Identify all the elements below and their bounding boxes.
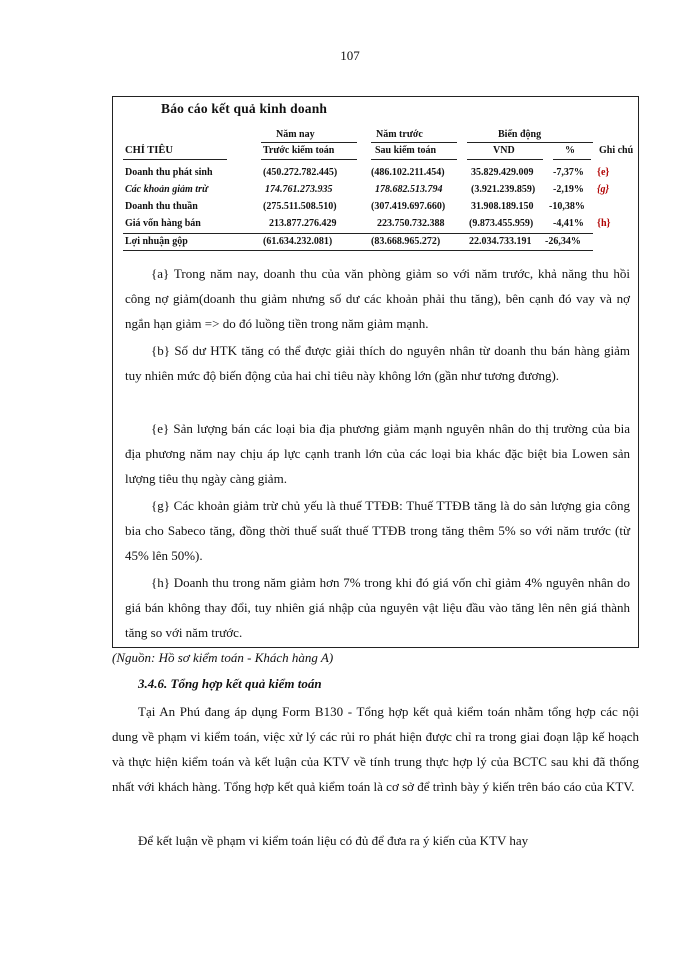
section-heading: 3.4.6. Tổng hợp kết quả kiểm toán	[138, 676, 322, 691]
total-rule	[123, 233, 593, 234]
header-rule	[553, 159, 591, 160]
note-b: {b} Số dư HTK tăng có thể được giải thích do nguyên nhân từ doanh thu bán hàng giảm tuy nhiên mức độ biến động của hai chỉ tiêu này không lớn (gần như tương đương).	[125, 343, 630, 383]
header-note: Ghi chú	[599, 145, 634, 156]
row-vnd: 22.034.733.191	[469, 236, 532, 247]
note-g: {g} Các khoản giảm trừ chủ yếu là thuế TTĐB: Thuế TTĐB tăng là do sản lượng gia công bia cho Sabeco tăng, đồng thời thuế suất thuế TTĐB trong tăng thêm 5% so với năm trước (từ 45% lên 50%).	[125, 498, 630, 563]
row-note: {h}	[597, 218, 611, 229]
row-pct: -7,37%	[553, 167, 584, 178]
header-vnd: VND	[493, 145, 515, 156]
header-rule	[371, 142, 457, 143]
row-vnd: 35.829.429.009	[471, 167, 534, 178]
body-paragraph: Tại An Phú đang áp dụng Form B130 - Tổng hợp kết quả kiểm toán nhằm tổng hợp các nội dung về phạm vi kiểm toán, việc xử lý các rủi ro phát hiện được chỉ ra trong giai đoạn lập kế hoạch và thực hiện kiểm toán và kết luận của KTV về tính trung thực hợp lý của BCTC sau khi đã thống nhất với khách hàng. Tổng hợp kết quả kiểm toán là cơ sở để trình bày ý kiến trên báo cáo của KTV.	[112, 704, 639, 794]
row-current: (450.272.782.445)	[263, 167, 338, 178]
header-rule	[467, 142, 593, 143]
row-current: (275.511.508.510)	[263, 201, 337, 212]
row-current: 213.877.276.429	[269, 218, 337, 229]
report-title: Báo cáo kết quả kinh doanh	[161, 101, 328, 116]
row-label: Các khoản giảm trừ	[125, 184, 208, 195]
row-label: Doanh thu phát sinh	[125, 167, 213, 178]
header-indicator: CHỈ TIÊU	[125, 145, 173, 156]
row-vnd: (3.921.239.859)	[471, 184, 536, 195]
row-prior: 223.750.732.388	[377, 218, 445, 229]
row-label: Doanh thu thuần	[125, 201, 198, 212]
header-current-year: Năm nay	[276, 129, 315, 140]
header-rule	[123, 159, 227, 160]
row-prior: (307.419.697.660)	[371, 201, 446, 212]
note-a: {a} Trong năm nay, doanh thu của văn phòng giảm so với năm trước, khả năng thu hồi công nợ giảm(doanh thu giảm nhưng số dư các khoản phải thu tăng), bên cạnh đó vay và nợ ngắn hạn giảm => do đó luồng tiền trong năm giảm mạnh.	[125, 266, 630, 331]
header-prior-year: Năm trước	[376, 129, 423, 140]
note-h: {h} Doanh thu trong năm giảm hơn 7% trong khi đó giá vốn chỉ giảm 4% nguyên nhân do giá bán không thay đổi, tuy nhiên giá nhập của nguyên vật liệu đầu vào tăng lên nên giá thành tăng so với năm trước.	[125, 575, 630, 640]
page-number: 107	[340, 48, 360, 63]
header-variance: Biến động	[498, 129, 542, 140]
row-current: 174.761.273.935	[265, 184, 333, 195]
row-label: Lợi nhuận gộp	[125, 236, 188, 247]
header-after-audit: Sau kiểm toán	[375, 145, 437, 156]
row-vnd: 31.908.189.150	[471, 201, 534, 212]
header-before-audit: Trước kiểm toán	[263, 145, 335, 156]
body-paragraph: Để kết luận về phạm vi kiểm toán liệu có đủ để đưa ra ý kiến của KTV hay	[138, 833, 529, 848]
header-rule	[371, 159, 457, 160]
total-rule	[123, 250, 593, 251]
audit-note-box	[112, 96, 639, 648]
header-rule	[261, 142, 357, 143]
row-pct: -26,34%	[545, 236, 581, 247]
row-pct: -2,19%	[553, 184, 584, 195]
header-rule	[467, 159, 543, 160]
row-label: Giá vốn hàng bán	[125, 218, 201, 229]
row-prior: (486.102.211.454)	[371, 167, 445, 178]
header-percent: %	[565, 145, 575, 156]
header-rule	[261, 159, 357, 160]
row-pct: -4,41%	[553, 218, 584, 229]
row-current: (61.634.232.081)	[263, 236, 333, 247]
row-prior: (83.668.965.272)	[371, 236, 441, 247]
row-pct: -10,38%	[549, 201, 585, 212]
source-citation: (Nguồn: Hồ sơ kiểm toán - Khách hàng A)	[112, 650, 334, 665]
row-note: {g}	[597, 184, 609, 195]
row-prior: 178.682.513.794	[375, 184, 443, 195]
note-e: {e} Sản lượng bán các loại bia địa phương giảm mạnh nguyên nhân do thị trường của bia địa phương năm nay chịu áp lực cạnh tranh lớn của các loại bia khác đặc biệt bia Lowen sản lượng tiêu thụ ngày càng giảm.	[125, 421, 630, 486]
row-note: {e}	[597, 167, 610, 178]
row-vnd: (9.873.455.959)	[469, 218, 534, 229]
